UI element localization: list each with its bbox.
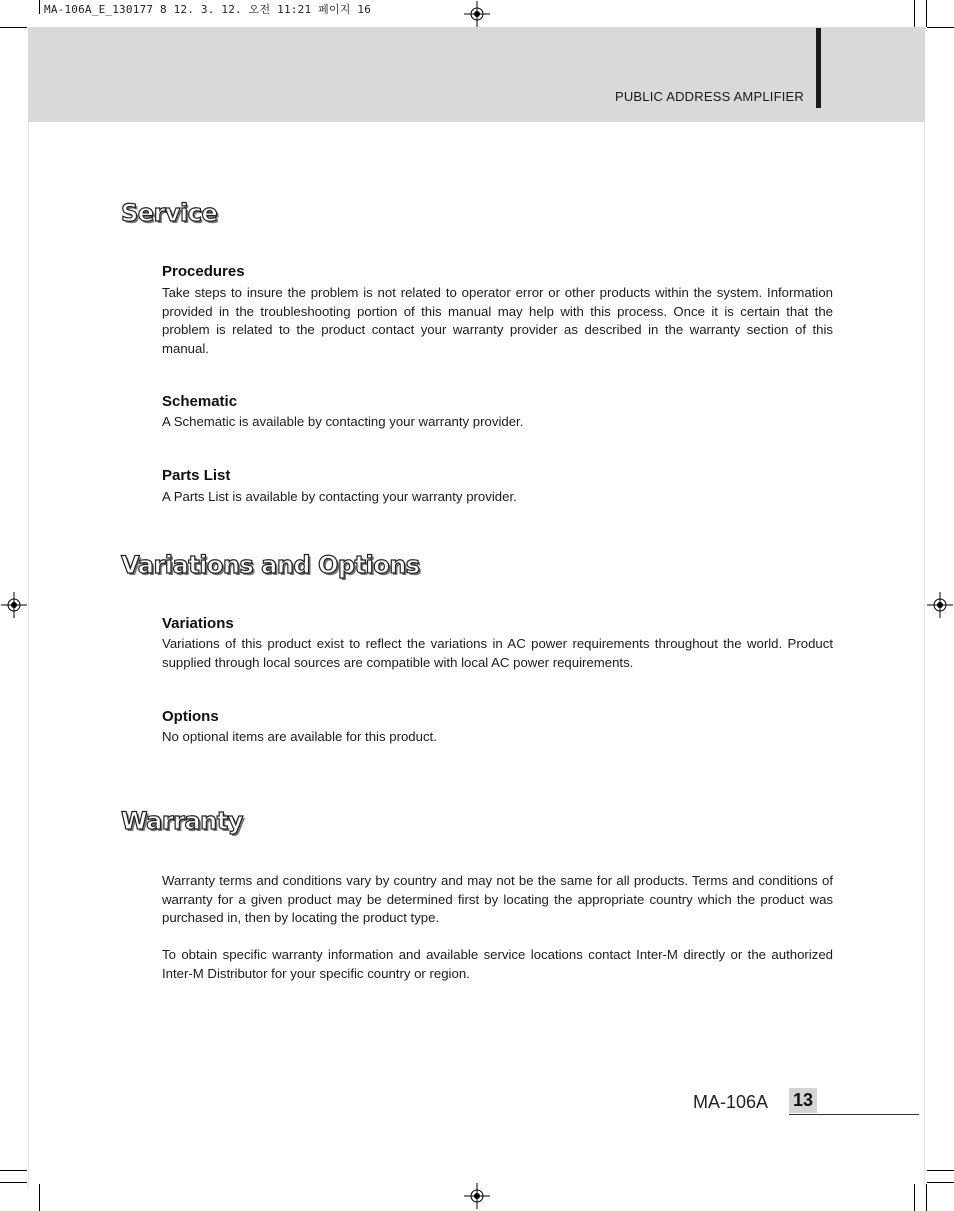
page-edge	[924, 27, 925, 1187]
page-number: 13	[789, 1088, 817, 1113]
crop-mark	[0, 27, 27, 28]
options-text: No optional items are available for this product.	[162, 729, 437, 744]
header-band	[28, 27, 925, 122]
schematic-text: A Schematic is available by contacting your warranty provider.	[162, 414, 524, 429]
subheading-options: Options	[162, 708, 219, 725]
subheading-schematic: Schematic	[162, 393, 238, 410]
registration-mark-icon	[1, 592, 27, 618]
header-title: PUBLIC ADDRESS AMPLIFIER	[614, 89, 804, 104]
parts-list-text: A Parts List is available by contacting your warranty provider.	[162, 489, 517, 504]
footer-rule	[789, 1114, 919, 1115]
registration-mark-icon	[927, 592, 953, 618]
crop-mark	[0, 1182, 27, 1183]
page-edge	[28, 27, 29, 1187]
subheading-procedures: Procedures	[162, 263, 245, 280]
crop-mark	[927, 1170, 954, 1171]
crop-mark	[39, 0, 40, 14]
crop-mark	[927, 1182, 954, 1183]
subheading-parts-list: Parts List	[162, 467, 231, 484]
footer-model-name: MA-106A	[693, 1092, 769, 1112]
crop-mark	[39, 1184, 40, 1211]
section-title-service: Service	[121, 199, 218, 227]
crop-mark	[914, 1184, 915, 1211]
warranty-paragraph-1: Warranty terms and conditions vary by country and may not be the same for all products. Terms and conditions of warranty for a given product may be determined first by locating the appropriate country which the product was purchased in, then by locating the product type.	[162, 873, 833, 925]
warranty-paragraph-2: To obtain specific warranty information and available service locations contact Inter-M directly or the authorized Inter-M Distributor for your specific country or region.	[162, 947, 833, 981]
crop-mark	[0, 1170, 27, 1171]
section-title-variations-options: Variations and Options	[121, 551, 420, 579]
procedures-text: Take steps to insure the problem is not related to operator error or other products within the system. Information provided in the troubleshooting portion of this manual may help with this process. Once it is certain that the problem is related to the product contact your warranty provider as described in the warranty section of this manual.	[162, 285, 833, 356]
crop-mark	[926, 1184, 927, 1211]
print-info: MA-106A_E_130177 8 12. 3. 12. 오전 11:21 페이지 16	[44, 3, 372, 16]
subheading-variations: Variations	[162, 615, 234, 632]
variations-text: Variations of this product exist to reflect the variations in AC power requirements throughout the world. Product supplied through local sources are compatible with local AC power requirements.	[162, 636, 833, 670]
crop-mark	[914, 0, 915, 27]
crop-mark	[926, 0, 927, 27]
crop-mark	[927, 27, 954, 28]
section-title-warranty: Warranty	[121, 807, 243, 835]
header-accent-bar	[816, 28, 821, 108]
registration-mark-icon	[464, 1, 490, 27]
registration-mark-icon	[464, 1183, 490, 1209]
